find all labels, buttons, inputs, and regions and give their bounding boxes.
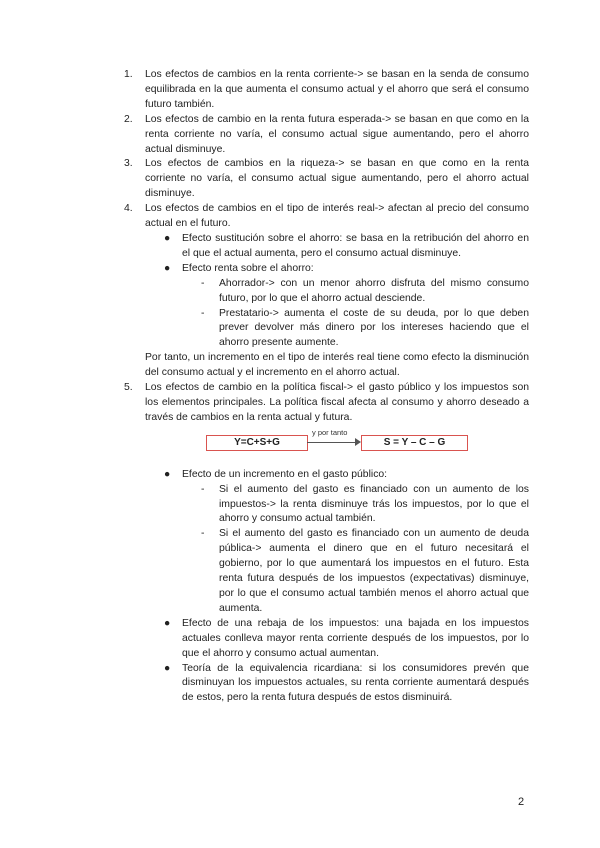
bullet-text: Efecto renta sobre el ahorro: [182,262,314,274]
dash-text: Si el aumento del gasto es financiado con un aumento de los impuestos-> la renta disminuye trás los impuestos, por lo que el ahorro y consumo actual también. [219,483,529,525]
conclusion-paragraph: Por tanto, un incremento en el tipo de interés real tiene como efecto la disminución del consumo actual y el incremento en el ahorro actual. [145,352,529,379]
document-content [124,68,529,706]
list-item-text: Los efectos de cambios en el tipo de interés real-> afectan al precio del consumo actual en el futuro. [145,203,529,230]
bullet-icon: ● [164,468,171,480]
list-item-text: Los efectos de cambio en la política fiscal-> el gasto público y los impuestos son los elementos principales. La política fiscal afecta al consumo y ahorro deseado a través de cambios en la renta actual y futura. [145,382,529,423]
dash-icon: - [201,483,205,495]
dash-tax-financed [124,483,529,528]
page-number: 2 [518,796,525,808]
dash-text: Ahorrador-> con un menor ahorro disfruta del mismo consumo futuro, por lo que el ahorro actual desciende. [219,277,529,304]
bullet-substitution-effect [124,232,529,262]
dash-saver [124,277,529,307]
identity-box-income: Y=C+S+G [206,435,308,451]
list-number: 1. [124,69,133,80]
bullet-ricardian-equivalence [124,662,529,707]
list-number: 4. [124,203,133,215]
list-item-1 [124,68,529,113]
list-number: 5. [124,382,133,394]
dash-icon: - [201,307,205,319]
bullet-public-spending [124,468,529,483]
arrow-line [307,442,357,443]
bullet-text: Efecto de una rebaja de los impuestos: una bajada en los impuestos actuales conlleva mayor renta corriente después de los impuestos, por lo que el ahorro y consumo actual aumentan. [182,617,529,659]
bullet-text: Teoría de la equivalencia ricardiana: si los consumidores prevén que disminuyan los impuestos actuales, su renta corriente aumentará después de estos, pero la renta futura después de estos disminuirá. [182,662,529,704]
savings-identity-diagram [124,426,529,468]
bullet-tax-cut [124,617,529,662]
list-item-text: Los efectos de cambios en la riqueza-> se basan en que como en la renta corriente no varía, el consumo actual sigue aumentando, pero el ahorro actual disminuye. [145,158,529,200]
dash-icon: - [201,528,205,540]
list-item-text: Los efectos de cambio en la renta futura esperada-> se basan en que como en la renta corriente no varía, el consumo actual sigue aumentando, pero el ahorro actual disminuye. [145,113,529,155]
bullet-icon: ● [164,617,171,629]
list-number: 3. [124,158,133,170]
list-item-4 [124,202,529,232]
dash-text: Si el aumento del gasto es financiado con un aumento de deuda pública-> aumenta el dinero que en el futuro necesitará el gobierno, por lo que aumentará los impuestos en el futuro. Esta renta futura después de los impuestos (expectativas) disminuye, por lo que el consumo actual también menos el ahorro actual que aumenta. [219,528,529,614]
arrow-label: y por tanto [312,427,348,437]
bullet-icon: ● [164,232,171,244]
bullet-text: Efecto sustitución sobre el ahorro: se basa en la retribución del ahorro en el que el actual aumenta, pero el consumo actual disminuye. [182,232,529,259]
dash-debt-financed [124,527,529,616]
bullet-income-effect [124,262,529,277]
bullet-text: Efecto de un incremento en el gasto público: [182,468,388,480]
list-item-5 [124,381,529,426]
dash-text: Prestatario-> aumenta el coste de su deuda, por lo que deben prever devolver más dinero por los intereses haciendo que el ahorro presente aumente. [219,307,529,349]
bullet-icon: ● [164,262,171,274]
list-item-3 [124,157,529,202]
dash-icon: - [201,277,205,289]
list-item-text: Los efectos de cambios en la renta corriente-> se basan en la senda de consumo equilibrada en la que aumenta el consumo actual y el ahorro que será el consumo futuro también. [145,69,529,110]
list-number: 2. [124,113,133,125]
dash-borrower [124,307,529,352]
list-item-2 [124,113,529,158]
bullet-icon: ● [164,662,171,674]
identity-box-savings: S = Y – C – G [361,435,468,451]
